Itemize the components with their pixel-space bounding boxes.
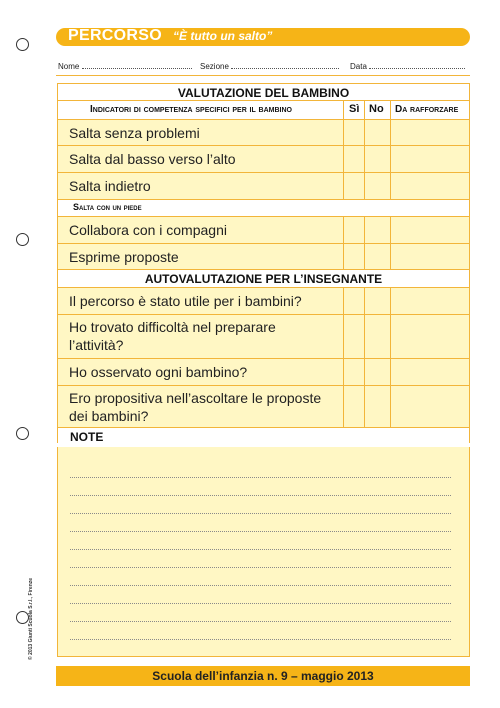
self-eval-title-row bbox=[58, 269, 469, 287]
col-si: Sì bbox=[349, 103, 360, 115]
date-label: Data bbox=[350, 62, 367, 71]
checkbox-no[interactable] bbox=[365, 288, 390, 315]
subheader-row bbox=[58, 199, 469, 216]
item-label: Salta indietro bbox=[69, 178, 151, 194]
notes-title-row bbox=[58, 427, 469, 444]
evaluation-header-row bbox=[58, 100, 469, 119]
evaluation-title: VALUTAZIONE DEL BAMBINO bbox=[177, 86, 350, 100]
checkbox-reinforce[interactable] bbox=[391, 288, 469, 315]
checkbox-si[interactable] bbox=[344, 120, 364, 146]
checkbox-reinforce[interactable] bbox=[391, 244, 469, 270]
name-field[interactable] bbox=[58, 61, 192, 71]
checkbox-si[interactable] bbox=[344, 173, 364, 200]
checkbox-no[interactable] bbox=[365, 173, 390, 200]
checkbox-no[interactable] bbox=[365, 120, 390, 146]
checkbox-si[interactable] bbox=[344, 217, 364, 244]
binder-hole bbox=[16, 427, 29, 440]
table-row bbox=[58, 243, 469, 269]
footer-bar bbox=[56, 666, 470, 686]
notes-title: NOTE bbox=[70, 430, 104, 444]
col-no: No bbox=[369, 103, 384, 115]
checkbox-no[interactable] bbox=[365, 359, 390, 386]
table-row bbox=[58, 287, 469, 314]
info-fields bbox=[58, 61, 470, 71]
checkbox-si[interactable] bbox=[344, 288, 364, 315]
name-label: Nome bbox=[58, 62, 80, 71]
table-row bbox=[58, 385, 469, 427]
binder-hole bbox=[16, 233, 29, 246]
checkbox-reinforce[interactable] bbox=[391, 359, 469, 386]
copyright-note: © 2013 Giunti Scuola S.r.l., Firenze bbox=[28, 577, 34, 660]
binder-hole bbox=[16, 38, 29, 51]
evaluation-table bbox=[57, 83, 470, 443]
section-field[interactable] bbox=[200, 61, 339, 71]
checkbox-no[interactable] bbox=[365, 386, 390, 428]
item-label: Il percorso è stato utile per i bambini? bbox=[69, 293, 302, 309]
checkbox-reinforce[interactable] bbox=[391, 386, 469, 428]
checkbox-no[interactable] bbox=[365, 244, 390, 270]
indicators-header: Indicatori di competenza specifici per il bambino bbox=[90, 104, 292, 115]
item-label: Ho osservato ogni bambino? bbox=[69, 364, 248, 380]
checkbox-si[interactable] bbox=[344, 244, 364, 270]
divider bbox=[56, 75, 470, 76]
checkbox-reinforce[interactable] bbox=[391, 146, 469, 173]
checkbox-no[interactable] bbox=[365, 146, 390, 173]
item-label: Ho trovato difficoltà nel preparare l’attività? bbox=[69, 319, 276, 353]
table-row bbox=[58, 119, 469, 145]
col-reinforce: Da rafforzare bbox=[395, 104, 459, 115]
one-foot-label: Salta con un piede bbox=[73, 202, 142, 212]
header-title: PERCORSO bbox=[68, 27, 162, 44]
self-eval-title: AUTOVALUTAZIONE PER L’INSEGNANTE bbox=[144, 272, 383, 286]
item-label: Ero propositiva nell’ascoltare le proposte dei bambini? bbox=[69, 390, 322, 424]
checkbox-reinforce[interactable] bbox=[391, 120, 469, 146]
table-row bbox=[58, 314, 469, 358]
table-row bbox=[58, 172, 469, 199]
item-label: Collabora con i compagni bbox=[69, 222, 227, 238]
item-label: Esprime proposte bbox=[69, 249, 179, 265]
checkbox-reinforce[interactable] bbox=[391, 217, 469, 244]
checkbox-no[interactable] bbox=[365, 315, 390, 359]
date-field[interactable] bbox=[350, 61, 465, 71]
checkbox-reinforce[interactable] bbox=[391, 173, 469, 200]
evaluation-title-row bbox=[58, 84, 469, 100]
section-label: Sezione bbox=[200, 62, 229, 71]
checkbox-si[interactable] bbox=[344, 386, 364, 428]
header-subtitle: “È tutto un salto” bbox=[173, 29, 273, 43]
checkbox-si[interactable] bbox=[344, 146, 364, 173]
checkbox-reinforce[interactable] bbox=[391, 315, 469, 359]
item-label: Salta senza problemi bbox=[69, 125, 200, 141]
item-label: Salta dal basso verso l’alto bbox=[69, 151, 236, 167]
table-row bbox=[58, 145, 469, 172]
checkbox-si[interactable] bbox=[344, 315, 364, 359]
table-row bbox=[58, 358, 469, 385]
footer-text: Scuola dell’infanzia n. 9 – maggio 2013 bbox=[152, 669, 374, 683]
checkbox-no[interactable] bbox=[365, 217, 390, 244]
checkbox-si[interactable] bbox=[344, 359, 364, 386]
table-row bbox=[58, 216, 469, 243]
notes-area[interactable] bbox=[57, 447, 470, 657]
